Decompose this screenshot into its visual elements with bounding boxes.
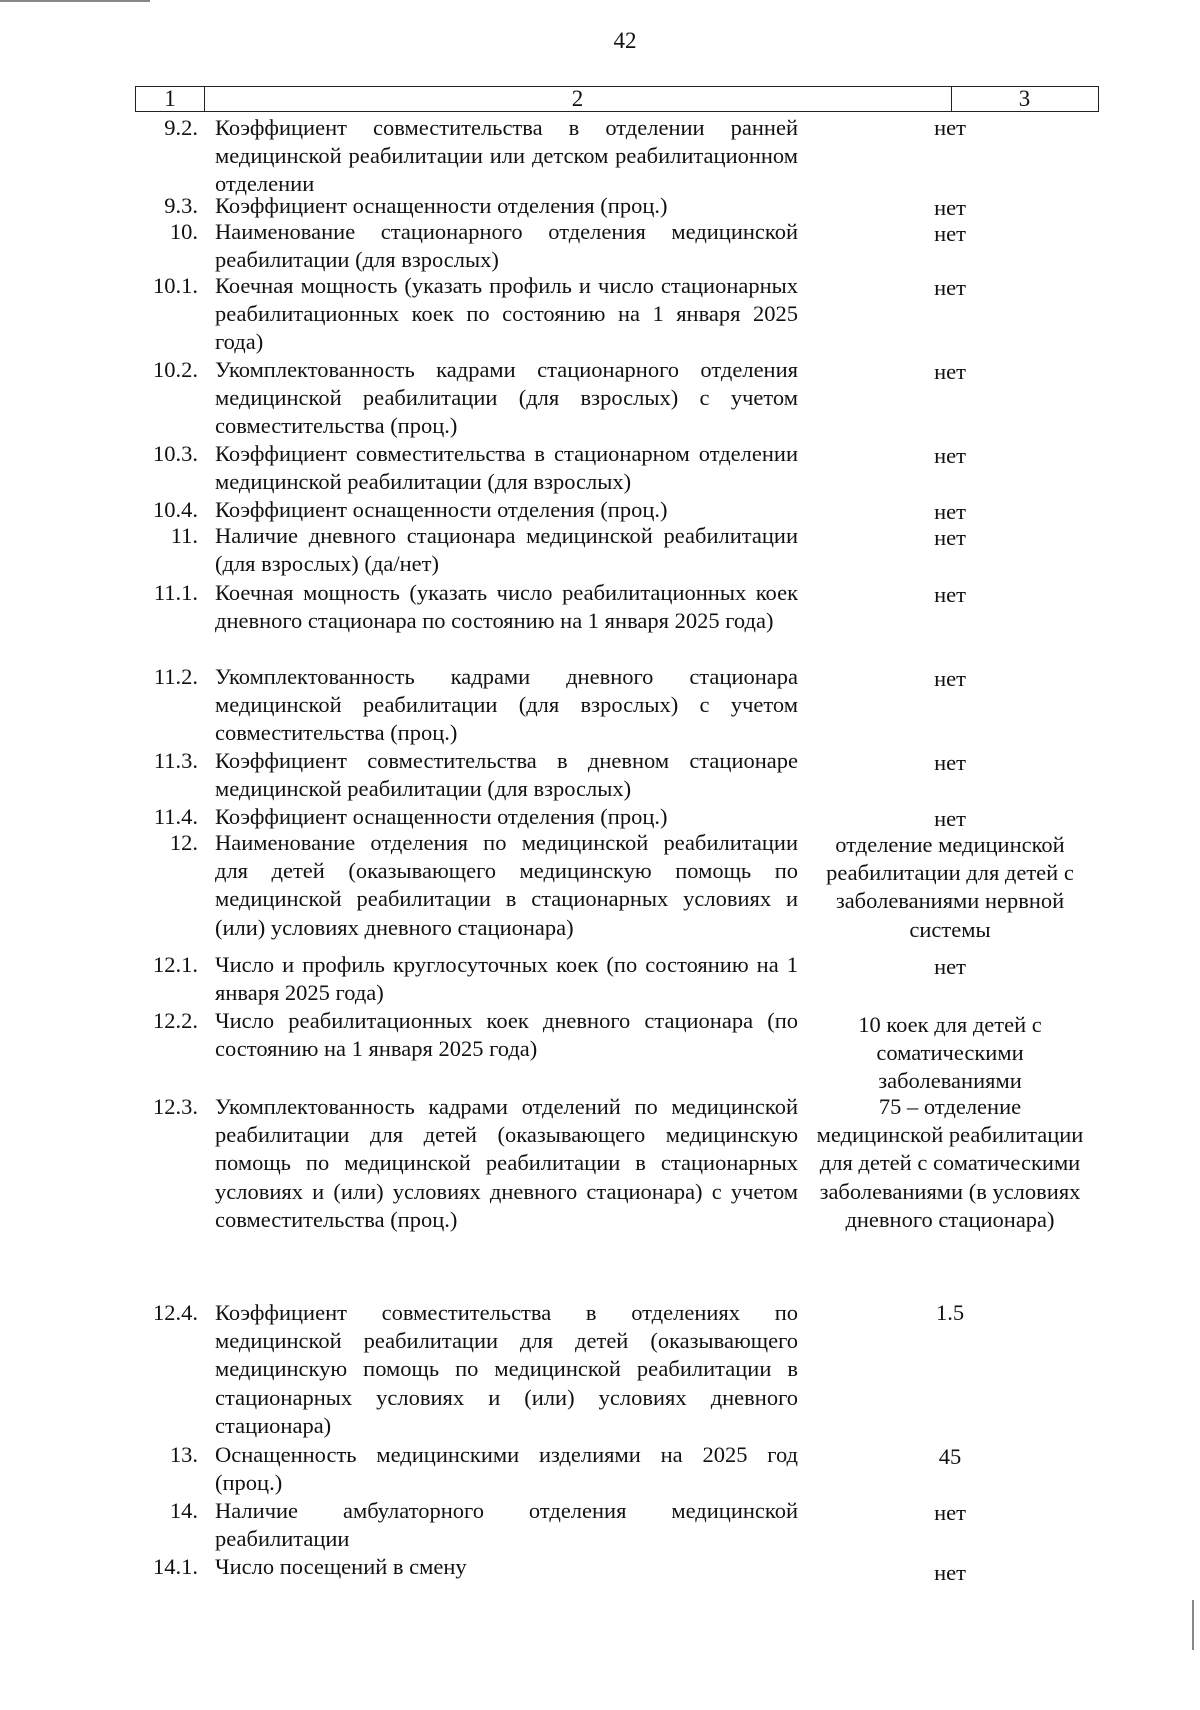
table-row xyxy=(135,114,1099,197)
table-row xyxy=(135,496,1099,522)
row-number: 13. xyxy=(169,1442,198,1467)
row-description: Наименование отделения по медицинской реабилитации для детей (оказывающего медицинскую помощь по медицинской реабилитации в стационарных условиях и (или) условиях дневного стационара) xyxy=(215,830,798,940)
row-description: Коечная мощность (указать число реабилитационных коек дневного стационара по состоянию на 1 января 2025 года) xyxy=(215,580,798,634)
page-number: 42 xyxy=(613,28,637,53)
row-number: 14. xyxy=(169,1498,198,1523)
table-row xyxy=(135,356,1099,440)
row-value: нет xyxy=(934,195,966,220)
row-value: нет xyxy=(934,115,966,140)
row-value: 1.5 xyxy=(935,1300,965,1325)
table-header-row xyxy=(135,86,1099,112)
table-body xyxy=(135,114,1099,1587)
row-value: нет xyxy=(934,1560,966,1585)
row-number: 12. xyxy=(169,830,198,855)
header-cell-col1: 1 xyxy=(136,87,205,111)
row-description: Коэффициент оснащенности отделения (проц.) xyxy=(215,193,668,218)
row-value: нет xyxy=(934,525,966,550)
row-number: 9.2. xyxy=(164,115,198,140)
row-value: 75 – отделение медицинской реабилитации для детей с соматическими заболеваниями (в условиях дневного стационара) xyxy=(816,1094,1084,1232)
row-number: 12.4. xyxy=(153,1300,198,1325)
row-value: нет xyxy=(934,275,966,300)
row-number: 12.1. xyxy=(153,952,198,977)
row-description: Коэффициент оснащенности отделения (проц.) xyxy=(215,804,668,829)
row-number: 10.3. xyxy=(153,441,198,466)
row-number: 10. xyxy=(169,219,198,244)
row-value: нет xyxy=(934,954,966,979)
row-description: Коэффициент совместительства в стационарном отделении медицинской реабилитации (для взрослых) xyxy=(215,441,798,495)
row-number: 9.3. xyxy=(164,193,198,218)
scan-edge-mark-right xyxy=(1192,1600,1194,1650)
row-value: нет xyxy=(934,666,966,691)
table-row xyxy=(135,440,1099,496)
row-value: 10 коек для детей с соматическими заболеваниями xyxy=(858,1012,1042,1094)
table-row xyxy=(135,1007,1099,1093)
row-description: Укомплектованность кадрами дневного стационара медицинской реабилитации (для взрослых) с учетом совместительства (проц.) xyxy=(215,664,798,746)
table-row xyxy=(135,1093,1099,1299)
row-value: нет xyxy=(934,1500,966,1525)
row-value: нет xyxy=(934,359,966,384)
row-value: нет xyxy=(934,221,966,246)
row-description: Наличие дневного стационара медицинской реабилитации (для взрослых) (да/нет) xyxy=(215,523,798,577)
row-value: нет xyxy=(934,499,966,524)
row-number: 11.4. xyxy=(153,804,198,829)
row-description: Число и профиль круглосуточных коек (по состоянию на 1 января 2025 года) xyxy=(215,952,798,1006)
row-number: 12.2. xyxy=(153,1008,198,1033)
table-row xyxy=(135,803,1099,829)
row-number: 11.3. xyxy=(153,748,198,773)
table-row xyxy=(135,1299,1099,1441)
table-row xyxy=(135,951,1099,1007)
row-description: Оснащенность медицинскими изделиями на 2025 год (проц.) xyxy=(215,1442,798,1496)
row-description: Укомплектованность кадрами стационарного отделения медицинской реабилитации (для взрослых) с учетом совместительства (проц.) xyxy=(215,357,798,439)
row-description: Коэффициент совместительства в отделении ранней медицинской реабилитации или детском реабилитационном отделении xyxy=(215,115,798,197)
row-description: Коечная мощность (указать профиль и число стационарных реабилитационных коек по состоянию на 1 января 2025 года) xyxy=(215,273,798,355)
header-cell-col2: 2 xyxy=(204,87,952,111)
table-row xyxy=(135,522,1099,579)
table-row xyxy=(135,192,1099,218)
row-number: 10.2. xyxy=(153,357,198,382)
table-row xyxy=(135,1553,1099,1587)
row-description: Укомплектованность кадрами отделений по медицинской реабилитации для детей (оказывающего медицинскую помощь по медицинской реабилитации в стационарных условиях и (или) условиях дневного стационара) с учетом совместительства (проц.) xyxy=(215,1094,798,1232)
row-description: Коэффициент оснащенности отделения (проц.) xyxy=(215,497,668,522)
table-row xyxy=(135,829,1099,951)
row-description: Коэффициент совместительства в дневном стационаре медицинской реабилитации (для взрослых) xyxy=(215,748,798,802)
row-number: 10.1. xyxy=(153,273,198,298)
row-value: нет xyxy=(934,582,966,607)
row-number: 11. xyxy=(170,523,198,548)
table-row xyxy=(135,663,1099,747)
table-row xyxy=(135,579,1099,663)
table-row xyxy=(135,747,1099,803)
table-row xyxy=(135,272,1099,356)
row-value: нет xyxy=(934,806,966,831)
row-number: 14.1. xyxy=(153,1554,198,1579)
row-description: Коэффициент совместительства в отделениях по медицинской реабилитации для детей (оказывающего медицинскую помощь по медицинской реабилитации в стационарных условиях и (или) условиях дневного стационара) xyxy=(215,1300,798,1438)
row-number: 10.4. xyxy=(153,497,198,522)
row-description: Число посещений в смену xyxy=(215,1554,467,1579)
table-row xyxy=(135,1441,1099,1497)
header-cell-col3: 3 xyxy=(1018,86,1031,111)
table-row xyxy=(135,218,1099,272)
row-number: 12.3. xyxy=(153,1094,198,1119)
row-number: 11.2. xyxy=(153,664,198,689)
row-description: Наличие амбулаторного отделения медицинской реабилитации xyxy=(215,1498,798,1552)
row-description: Число реабилитационных коек дневного стационара (по состоянию на 1 января 2025 года) xyxy=(215,1008,798,1062)
row-value: нет xyxy=(934,443,966,468)
row-description: Наименование стационарного отделения медицинской реабилитации (для взрослых) xyxy=(215,219,798,273)
row-value: отделение медицинской реабилитации для детей с заболеваниями нервной системы xyxy=(826,832,1074,942)
row-number: 11.1. xyxy=(153,580,198,605)
row-value: нет xyxy=(934,750,966,775)
row-value: 45 xyxy=(938,1444,962,1469)
table-row xyxy=(135,1497,1099,1553)
scan-edge-mark-top-left xyxy=(0,0,150,2)
